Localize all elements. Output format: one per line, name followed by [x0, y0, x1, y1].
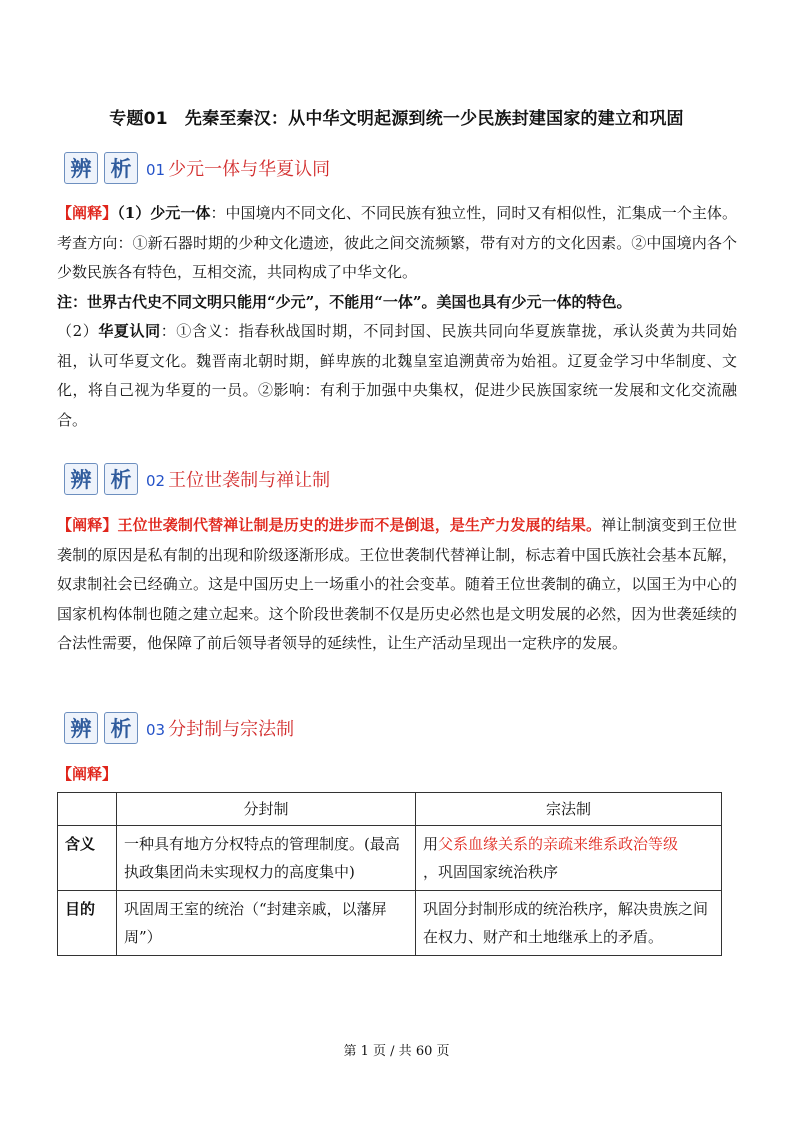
- table-cell: 巩固分封制形成的统治秩序，解决贵族之间在权力、财产和土地继承上的矛盾。: [416, 891, 722, 956]
- tag-char-xi: 析: [104, 152, 138, 184]
- section-03-label: 【阐释】: [57, 765, 118, 783]
- section-heading-03: [64, 710, 294, 746]
- document-title: 专题01 先秦至秦汉：从中华文明起源到统一少民族封建国家的建立和巩固: [109, 109, 684, 129]
- table-row: [58, 826, 722, 891]
- paragraph-unity: 【阐释】（1）少元一体：中国境内不同文化、不同民族有独立性，同时又有相似性，汇集成一个主体。考查方向：①新石器时期的少种文化遗迹，彼此之间交流频繁，带有对方的文化因素。②中国境内各个少数民族各有特色，互相交流，共同构成了中华文化。: [57, 204, 737, 281]
- note: 注：世界古代史不同文明只能用“少元”，不能用“一体”。美国也具有少元一体的特色。: [57, 292, 632, 311]
- section-title: 01 少元一体与华夏认同: [146, 159, 331, 180]
- section-title: 03 分封制与宗法制: [146, 719, 295, 740]
- table-header-cell: [58, 793, 117, 826]
- tag-char-xi: 析: [104, 712, 138, 744]
- tag-char-bian: 辨: [64, 463, 98, 495]
- table-cell: 巩固周王室的统治（“封建亲戚，以藩屏周”）: [117, 891, 416, 956]
- section-heading-01: [64, 150, 330, 186]
- table-cell: 用父系血缘关系的亲疏来维系政治等级 ，巩固国家统治秩序: [416, 826, 722, 891]
- section-heading-02: [64, 461, 330, 497]
- section-title: 02 王位世袭制与禅让制: [146, 470, 331, 491]
- row-label: 含义: [58, 826, 117, 891]
- table-header-cell: 分封制: [117, 793, 416, 826]
- table-header-cell: 宗法制: [416, 793, 722, 826]
- table-row: [58, 891, 722, 956]
- section-01-body: [57, 199, 737, 435]
- table-header-row: [58, 793, 722, 826]
- tag-char-bian: 辨: [64, 152, 98, 184]
- comparison-table: [57, 792, 722, 956]
- row-label: 目的: [58, 891, 117, 956]
- page-footer: 第 1 页 / 共 60 页: [343, 1044, 450, 1059]
- tag-char-xi: 析: [104, 463, 138, 495]
- tag-char-bian: 辨: [64, 712, 98, 744]
- paragraph-huaxia: （2）华夏认同：①含义：指春秋战国时期，不同封国、民族共同向华夏族靠拢，承认炎黄为共同始祖，认可华夏文化。魏晋南北朝时期，鲜卑族的北魏皇室追溯黄帝为始祖。辽夏金学习中华制度、文化，将自己视为华夏的一员。②影响：有利于加强中央集权，促进少民族国家统一发展和文化交流融合。: [57, 322, 737, 429]
- table-cell: 一种具有地方分权特点的管理制度。(最高执政集团尚未实现权力的高度集中): [117, 826, 416, 891]
- section-02-body: 【阐释】王位世袭制代替禅让制是历史的进步而不是倒退，是生产力发展的结果。禅让制演变到王位世袭制的原因是私有制的出现和阶级逐渐形成。王位世袭制代替禅让制，标志着中国氏族社会基本瓦解，奴隶制社会已经确立。这是中国历史上一场重小的社会变革。随着王位世袭制的确立，以国王为中心的国家机构体制也随之建立起来。这个阶段世袭制不仅是历史必然也是文明发展的必然，因为世袭延续的合法性需要，他保障了前后领导者领导的延续性，让生产活动呈现出一定秩序的发展。: [57, 516, 737, 652]
